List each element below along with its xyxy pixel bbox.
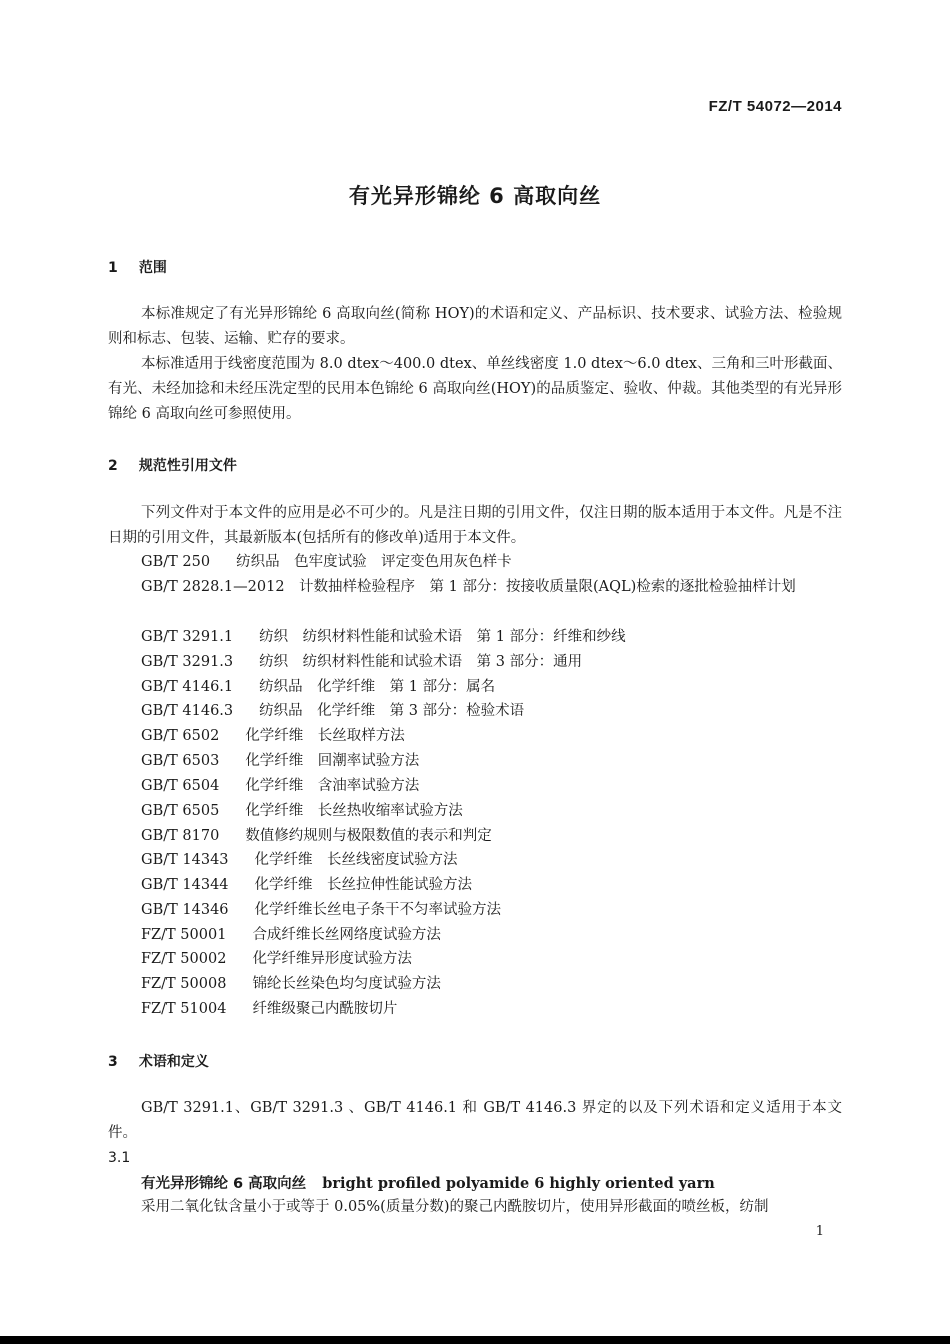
section-title: 术语和定义 [138, 1054, 209, 1070]
section-heading-terms [108, 1051, 209, 1071]
reference-item [141, 826, 492, 846]
term-chinese: 有光异形锦纶 6 高取向丝 [141, 1176, 307, 1192]
references-intro: 下列文件对于本文件的应用是必不可少的。凡是注日期的引用文件，仅注日期的版本适用于本文件。凡是不注日期的引用文件，其最新版本(包括所有的修改单)适用于本文件。 [108, 505, 842, 546]
reference-title: 化学纤维异形度试验方法 [252, 951, 412, 967]
reference-item [141, 726, 405, 746]
reference-title: 纺织品 化学纤维 第 1 部分：属名 [259, 679, 496, 695]
reference-title: 锦纶长丝染色均匀度试验方法 [252, 976, 441, 992]
reference-item [141, 949, 412, 969]
reference-title: 合成纤维长丝网络度试验方法 [252, 927, 441, 943]
reference-title: 纺织品 化学纤维 第 3 部分：检验术语 [259, 703, 525, 719]
reference-code: GB/T 4146.1 [141, 679, 234, 695]
reference-code: GB/T 3291.1 [141, 629, 234, 645]
document-title: 有光异形锦纶 6 高取向丝 [348, 184, 602, 208]
term-number: 3.1 [108, 1150, 131, 1166]
reference-code: GB/T 14344 [141, 877, 229, 893]
section-title: 规范性引用文件 [138, 458, 237, 474]
reference-title: 纺织 纺织材料性能和试验术语 第 3 部分：通用 [259, 654, 583, 670]
section-heading-scope [108, 257, 167, 277]
term-english: bright profiled polyamide 6 highly oriented yarn [322, 1175, 715, 1192]
reference-code: FZ/T 50008 [141, 976, 227, 992]
reference-code: GB/T 6504 [141, 778, 220, 794]
standard-code: FZ/T 54072—2014 [708, 98, 842, 115]
terms-intro: GB/T 3291.1、GB/T 3291.3 、GB/T 4146.1 和 GB/T 4146.3 界定的以及下列术语和定义适用于本文件。 [108, 1100, 842, 1141]
reference-code: GB/T 6502 [141, 728, 220, 744]
section-title: 范围 [138, 260, 167, 276]
reference-item [141, 925, 441, 945]
reference-code: GB/T 14343 [141, 852, 229, 868]
reference-title: 化学纤维 长丝取样方法 [245, 728, 405, 744]
reference-item [141, 850, 458, 870]
page-number: 1 [815, 1224, 824, 1239]
reference-title: 化学纤维 长丝拉伸性能试验方法 [254, 877, 473, 893]
reference-item [141, 652, 582, 672]
reference-code: GB/T 8170 [141, 828, 220, 844]
reference-item-long: GB/T 2828.1—2012 计数抽样检验程序 第 1 部分：按接收质量限(AQL)检索的逐批检验抽样计划 [141, 579, 796, 595]
reference-item [141, 701, 524, 721]
reference-item [141, 801, 463, 821]
reference-code: FZ/T 50001 [141, 927, 227, 943]
reference-title: 化学纤维 长丝线密度试验方法 [254, 852, 458, 868]
reference-code: GB/T 3291.3 [141, 654, 234, 670]
reference-code: GB/T 4146.3 [141, 703, 234, 719]
reference-code: FZ/T 50002 [141, 951, 227, 967]
reference-item [141, 677, 495, 697]
reference-title: 化学纤维 回潮率试验方法 [245, 753, 420, 769]
section-number: 2 [108, 458, 118, 474]
reference-code: FZ/T 51004 [141, 1001, 227, 1017]
section-number: 1 [108, 260, 118, 276]
section-number: 3 [108, 1054, 118, 1070]
reference-title: 纺织品 色牢度试验 评定变色用灰色样卡 [236, 554, 512, 570]
reference-item [141, 552, 512, 572]
reference-item [141, 776, 419, 796]
reference-code: GB/T 250 [141, 554, 211, 570]
reference-item [141, 900, 501, 920]
reference-item [141, 751, 419, 771]
scope-paragraph-2: 本标准适用于线密度范围为 8.0 dtex～400.0 dtex、单丝线密度 1.0 dtex～6.0 dtex、三角和三叶形截面、有光、未经加捻和未经压洗定型的民用本色锦纶 6 高取向丝(HOY)的品质鉴定、验收、仲裁。其他类型的有光异形锦纶 6 高取向丝可参照使用。 [108, 356, 842, 422]
reference-title: 纺织 纺织材料性能和试验术语 第 1 部分：纤维和纱线 [259, 629, 626, 645]
section-heading-normative-references [108, 455, 237, 475]
reference-code: GB/T 14346 [141, 902, 229, 918]
page-bottom-edge [0, 1336, 950, 1344]
reference-title: 纤维级聚己内酰胺切片 [252, 1001, 398, 1017]
reference-item [141, 627, 626, 647]
reference-title: 化学纤维长丝电子条干不匀率试验方法 [254, 902, 502, 918]
term-definition: 采用二氧化钛含量小于或等于 0.05%(质量分数)的聚己内酰胺切片，使用异形截面的喷丝板，纺制 [141, 1199, 769, 1215]
reference-title: 化学纤维 长丝热收缩率试验方法 [245, 803, 463, 819]
scope-paragraph-1: 本标准规定了有光异形锦纶 6 高取向丝(简称 HOY)的术语和定义、产品标识、技术要求、试验方法、检验规则和标志、包装、运输、贮存的要求。 [108, 306, 842, 347]
reference-item [141, 999, 397, 1019]
term-entry [141, 1172, 715, 1193]
reference-title: 化学纤维 含油率试验方法 [245, 778, 420, 794]
reference-item [141, 875, 472, 895]
reference-title: 数值修约规则与极限数值的表示和判定 [245, 828, 492, 844]
reference-code: GB/T 6503 [141, 753, 220, 769]
reference-item [141, 974, 441, 994]
reference-code: GB/T 6505 [141, 803, 220, 819]
